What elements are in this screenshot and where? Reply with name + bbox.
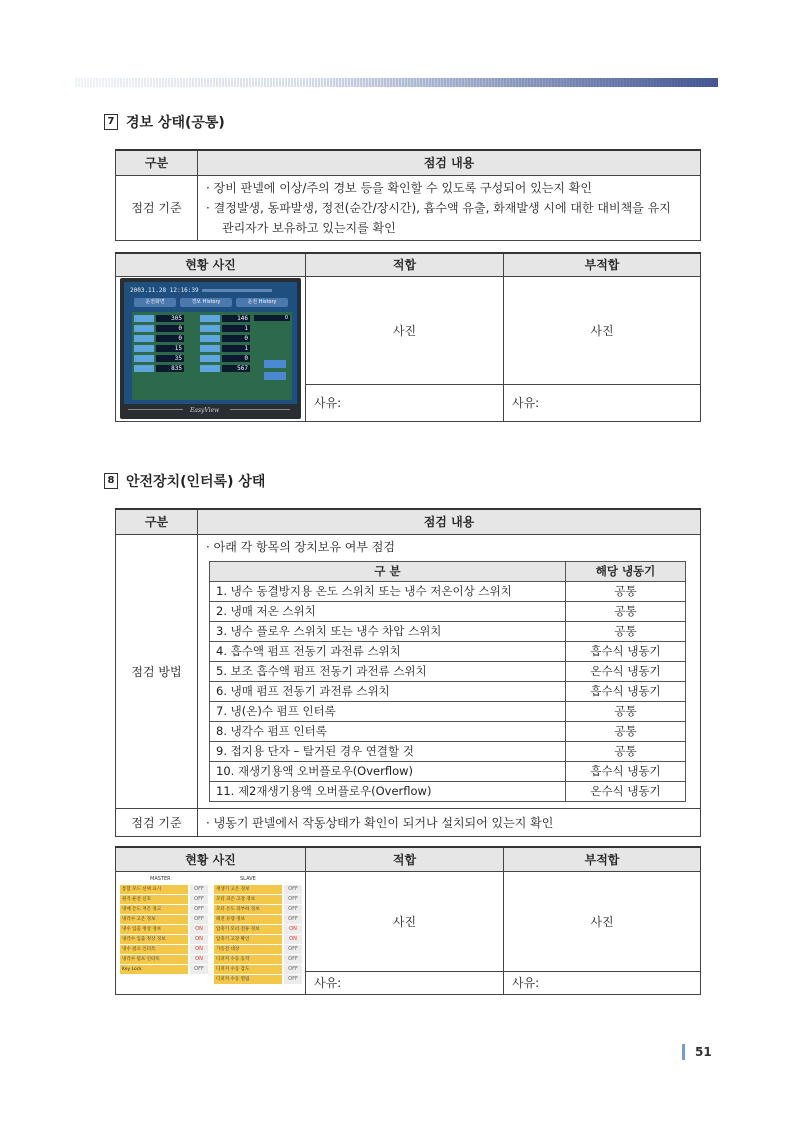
reason-ok: 사유: — [306, 384, 504, 421]
device-item-type: 공통 — [566, 621, 686, 641]
panel-status-label: 디퍼저 수동 열림 — [214, 975, 282, 984]
device-item-type: 공통 — [566, 601, 686, 621]
table-row — [210, 741, 686, 761]
panel-value-row — [134, 355, 184, 362]
col-header-category: 구분 — [116, 509, 198, 534]
panel-status-state: OFF — [284, 945, 302, 954]
panel-slave-title: SLAVE — [240, 876, 256, 882]
panel-value: 0 — [156, 335, 184, 342]
page-number — [682, 1043, 712, 1061]
panel-status-row — [120, 965, 208, 974]
panel-value: 835 — [156, 365, 184, 372]
panel-value-label — [200, 345, 220, 352]
panel-master-title: MASTER — [150, 876, 171, 882]
alarm-panel-photo — [120, 278, 301, 419]
panel-status-row — [120, 905, 208, 914]
section-7-title — [104, 112, 225, 132]
panel-status-row — [214, 945, 302, 954]
panel-value: 0 — [222, 355, 250, 362]
panel-value: 1 — [222, 345, 250, 352]
panel-value-row — [134, 315, 184, 322]
reason-ng: 사유: — [504, 971, 701, 994]
panel-bezel-line-right — [230, 409, 290, 410]
col-header-ok: 적합 — [306, 253, 504, 276]
photo-ng: 사진 — [504, 871, 701, 971]
panel-value-label — [200, 335, 220, 342]
panel-value: 146 — [222, 315, 250, 322]
device-item-name: 4. 흡수액 펌프 전동기 과전류 스위치 — [210, 641, 566, 661]
section-8-title — [104, 471, 265, 491]
panel-tab-run-history[interactable]: 운전 History — [236, 298, 288, 307]
table-row — [210, 681, 686, 701]
panel-tab-run[interactable]: 운전화면 — [134, 298, 176, 307]
panel-status-state: ON — [190, 925, 208, 934]
col-header-photo: 현황 사진 — [116, 253, 306, 276]
panel-status-label: 재생기 고온 경보 — [214, 885, 282, 894]
panel-status-row — [120, 895, 208, 904]
panel-status-state: OFF — [284, 885, 302, 894]
panel-status-row — [214, 925, 302, 934]
panel-brand: EasyView — [190, 407, 220, 414]
interlock-panel-photo — [120, 874, 305, 986]
device-item-type: 온수식 냉동기 — [566, 661, 686, 681]
panel-status-row — [120, 945, 208, 954]
device-item-type: 공통 — [566, 581, 686, 601]
device-item-name: 5. 보조 흡수액 펌프 전동기 과전류 스위치 — [210, 661, 566, 681]
panel-value-label — [200, 325, 220, 332]
panel-value-row — [200, 315, 250, 322]
reason-ng: 사유: — [504, 384, 701, 421]
criteria-bullet-1: · 장비 판넬에 이상/주의 경보 등을 확인할 수 있도록 구성되어 있는지 확인 — [206, 180, 592, 195]
table-row — [210, 761, 686, 781]
row-label-method: 점검 방법 — [116, 534, 198, 808]
panel-status-row — [214, 955, 302, 964]
table-row — [210, 641, 686, 661]
panel-top-right-value: 0 — [254, 315, 290, 321]
sub-header-type: 해당 냉동기 — [566, 561, 686, 581]
panel-value-row — [134, 335, 184, 342]
panel-value-label — [134, 365, 154, 372]
section-8-number: 8 — [104, 473, 118, 489]
table-row — [210, 721, 686, 741]
panel-status-label: 냉각수 입출 정상 경보 — [120, 935, 188, 944]
panel-status-label: 냉수 입출 정상 경보 — [120, 925, 188, 934]
table-row — [210, 781, 686, 801]
section-7-number: 7 — [104, 114, 118, 130]
device-item-name: 10. 재생기용액 오버플로우(Overflow) — [210, 761, 566, 781]
panel-status-state: ON — [190, 935, 208, 944]
panel-status-row — [214, 885, 302, 894]
row-label-criteria: 점검 기준 — [116, 808, 198, 836]
panel-status-state: OFF — [284, 905, 302, 914]
table-row — [210, 601, 686, 621]
panel-status-row — [120, 935, 208, 944]
panel-status-label: 디퍼저 수동 동작 — [214, 955, 282, 964]
panel-status-state: OFF — [284, 955, 302, 964]
device-item-name: 3. 냉수 플로우 스위치 또는 냉수 차압 스위치 — [210, 621, 566, 641]
device-item-name: 8. 냉각수 펌프 인터록 — [210, 721, 566, 741]
panel-status-label: 모터 온도 과부하 경보 — [214, 905, 282, 914]
panel-status-row — [120, 885, 208, 894]
panel-value: 567 — [222, 365, 250, 372]
panel-status-label: 원격 운전 신호 — [120, 895, 188, 904]
panel-value-label — [200, 365, 220, 372]
panel-button-1[interactable] — [264, 360, 286, 368]
panel-value-label — [200, 315, 220, 322]
panel-status-label: 냉수 펌프 인터록 — [120, 945, 188, 954]
row-label-criteria: 점검 기준 — [116, 175, 198, 240]
device-item-type: 온수식 냉동기 — [566, 781, 686, 801]
panel-value-row — [200, 335, 250, 342]
photo-ng: 사진 — [504, 276, 701, 384]
panel-status-state: ON — [284, 925, 302, 934]
panel-status-row — [120, 915, 208, 924]
device-item-type: 공통 — [566, 701, 686, 721]
panel-status-state: ON — [190, 945, 208, 954]
panel-value-row — [200, 325, 250, 332]
panel-value-label — [134, 315, 154, 322]
panel-status-state: OFF — [284, 895, 302, 904]
panel-status-state: ON — [284, 935, 302, 944]
panel-value: 0 — [156, 325, 184, 332]
panel-status-state: OFF — [190, 965, 208, 974]
device-item-type: 흡수식 냉동기 — [566, 761, 686, 781]
panel-value-row — [134, 345, 184, 352]
panel-right-values — [200, 315, 250, 375]
panel-status-state: OFF — [190, 905, 208, 914]
panel-status-label: 냉매 온도 저온 경고 — [120, 905, 188, 914]
device-item-name: 9. 접지용 단자 – 탈거된 경우 연결할 것 — [210, 741, 566, 761]
panel-value: 0 — [222, 335, 250, 342]
panel-status-state: OFF — [190, 895, 208, 904]
header-rule — [75, 78, 718, 87]
col-header-ng: 부적합 — [504, 847, 701, 871]
panel-status-label: 디퍼저 수동 감도 — [214, 965, 282, 974]
panel-status-state: OFF — [284, 965, 302, 974]
table-row — [210, 701, 686, 721]
panel-left-values — [134, 315, 184, 375]
col-header-content: 점검 내용 — [198, 150, 701, 175]
device-item-type: 흡수식 냉동기 — [566, 681, 686, 701]
panel-value-row — [200, 355, 250, 362]
panel-status-label: 폐전 유량 경보 — [214, 915, 282, 924]
panel-status-row — [120, 925, 208, 934]
panel-status-label: 압축기 고장 확인 — [214, 935, 282, 944]
panel-slave-rows — [214, 885, 302, 985]
device-checklist-table — [209, 561, 686, 802]
panel-value: 305 — [156, 315, 184, 322]
panel-screen — [124, 282, 297, 404]
page-number-bar — [682, 1044, 685, 1060]
col-header-content: 점검 내용 — [198, 509, 701, 534]
device-item-name: 2. 냉매 저온 스위치 — [210, 601, 566, 621]
panel-value-label — [134, 335, 154, 342]
panel-timestamp: 2003.11.28 12:16:39 — [130, 287, 199, 294]
panel-value-label — [134, 325, 154, 332]
col-header-category: 구분 — [116, 150, 198, 175]
col-header-ok: 적합 — [306, 847, 504, 871]
panel-status-row — [214, 935, 302, 944]
panel-button-2[interactable] — [264, 372, 286, 380]
device-item-name: 11. 제2재생기용액 오버플로우(Overflow) — [210, 781, 566, 801]
panel-status-label: 통합 모드 선택 표시 — [120, 885, 188, 894]
panel-value-row — [134, 325, 184, 332]
panel-status-row — [214, 915, 302, 924]
photo-ok: 사진 — [306, 276, 504, 384]
panel-ticker — [202, 289, 272, 292]
panel-value-label — [200, 355, 220, 362]
panel-tab-bar — [134, 298, 288, 307]
section-7-heading: 경보 상태(공통) — [126, 115, 225, 131]
criteria-bullet-2-cont: 관리자가 보유하고 있는지를 확인 — [222, 220, 396, 235]
panel-status-label: 냉각수 펌프 인터록 — [120, 955, 188, 964]
criteria-bullet-2: · 결정발생, 동파발생, 정전(순간/장시간), 흡수액 유출, 화재발생 시에 대한 대비책을 유지 — [206, 200, 671, 215]
panel-status-row — [214, 965, 302, 974]
panel-status-row — [214, 905, 302, 914]
table-row — [210, 581, 686, 601]
panel-status-label: Key Lock — [120, 965, 188, 974]
panel-status-state: OFF — [284, 915, 302, 924]
panel-status-label: 압축기 모터 전류 경보 — [214, 925, 282, 934]
panel-status-label: 냉각수 고온 경보 — [120, 915, 188, 924]
section-8-method-table — [115, 508, 701, 837]
panel-status-row — [214, 895, 302, 904]
panel-status-state: ON — [190, 955, 208, 964]
section-8-heading: 안전장치(인터록) 상태 — [126, 474, 266, 490]
panel-tab-alarm-history[interactable]: 경보 History — [180, 298, 232, 307]
device-item-type: 공통 — [566, 721, 686, 741]
device-item-type: 흡수식 냉동기 — [566, 641, 686, 661]
panel-value-row — [200, 365, 250, 372]
panel-status-state: OFF — [284, 975, 302, 984]
panel-value-label — [134, 345, 154, 352]
panel-value: 1 — [222, 325, 250, 332]
panel-status-label: 모터 과온 고장 경보 — [214, 895, 282, 904]
photo-ok: 사진 — [306, 871, 504, 971]
panel-status-state: OFF — [190, 915, 208, 924]
col-header-photo: 현황 사진 — [116, 847, 306, 871]
method-intro: · 아래 각 항목의 장치보유 여부 점검 — [206, 539, 395, 554]
panel-status-row — [214, 975, 302, 984]
criteria-text: · 냉동기 판넬에서 작동상태가 확인이 되거나 설치되어 있는지 확인 — [198, 808, 701, 836]
device-item-name: 1. 냉수 동결방지용 온도 스위치 또는 냉수 저온이상 스위치 — [210, 581, 566, 601]
table-row — [210, 661, 686, 681]
section-7-criteria-table — [115, 149, 701, 241]
table-row — [210, 621, 686, 641]
device-item-name: 6. 냉매 펌프 전동기 과전류 스위치 — [210, 681, 566, 701]
sub-header-item: 구 분 — [210, 561, 566, 581]
panel-bezel-line-left — [128, 409, 183, 410]
panel-value-row — [134, 365, 184, 372]
device-item-type: 공통 — [566, 741, 686, 761]
col-header-ng: 부적합 — [504, 253, 701, 276]
device-item-name: 7. 냉(온)수 펌프 인터록 — [210, 701, 566, 721]
panel-value: 35 — [156, 355, 184, 362]
panel-value-row — [200, 345, 250, 352]
panel-status-label: 가동전 대상 — [214, 945, 282, 954]
panel-status-state: OFF — [190, 885, 208, 894]
panel-status-row — [120, 955, 208, 964]
reason-ok: 사유: — [306, 971, 504, 994]
device-rows — [210, 581, 686, 801]
page-number-text: 51 — [695, 1045, 712, 1059]
panel-value-label — [134, 355, 154, 362]
panel-master-rows — [120, 885, 208, 975]
panel-value: 15 — [156, 345, 184, 352]
